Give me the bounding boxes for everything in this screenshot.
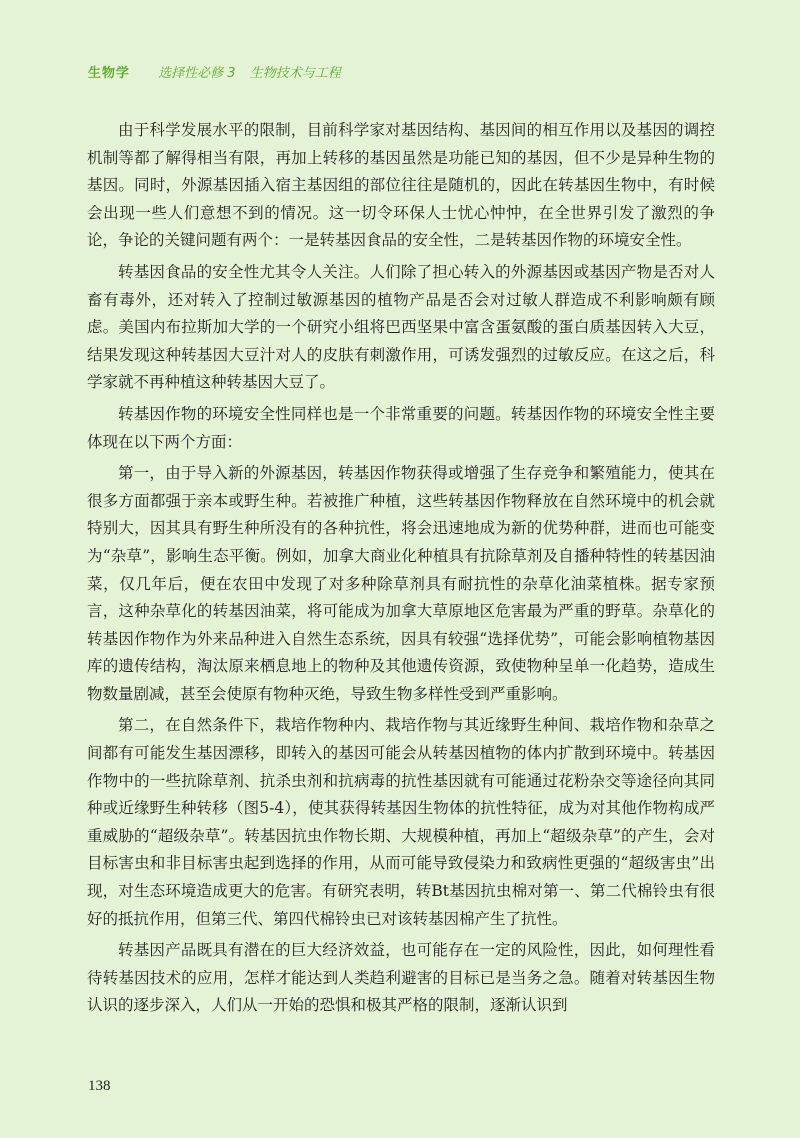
- paragraph: 第二，在自然条件下，栽培作物种内、栽培作物与其近缘野生种间、栽培作物和杂草之间都有可能发生基因漂移，即转入的基因可能会从转基因植物的体内扩散到环境中。转基因作物中的一些抗除草剂、抗杀虫剂和抗病毒的抗性基因就有可能通过花粉杂交等途径向其同种或近缘野生种转移（图5-4），使其获得转基因生物体的抗性特征，成为对其他作物构成严重威胁的“超级杂草”。转基因抗虫作物长期、大规模种植，再加上“超级杂草”的产生，会对目标害虫和非目标害虫起到选择的作用，从而可能导致侵染力和致病性更强的“超级害虫”出现，对生态环境造成更大的危害。有研究表明，转Bt基因抗虫棉对第一、第二代棉铃虫有很好的抵抗作用，但第三代、第四代棉铃虫已对该转基因棉产生了抗性。: [87, 716, 715, 928]
- paragraph: 第一，由于导入新的外源基因，转基因作物获得或增强了生存竞争和繁殖能力，使其在很多方面都强于亲本或野生种。若被推广种植，这些转基因作物释放在自然环境中的机会就特别大，因其具有野生种所没有的各种抗性，将会迅速地成为新的优势种群，进而也可能变为“杂草”，影响生态平衡。例如，加拿大商业化种植具有抗除草剂及自播种特性的转基因油菜，仅几年后，便在农田中发现了对多种除草剂具有耐抗性的杂草化油菜植株。据专家预言，这种杂草化的转基因油菜，将可能成为加拿大草原地区危害最为严重的野草。杂草化的转基因作物作为外来品种进入自然生态系统，因具有较强“选择优势”，可能会影响植物基因库的遗传结构，淘汰原来栖息地上的物种及其他遗传资源，致使物种呈单一化趋势，造成生物数量剧减，甚至会使原有物种灭绝，导致生物多样性受到严重影响。: [87, 464, 715, 703]
- running-header: [88, 62, 341, 81]
- body-text: [87, 117, 715, 1024]
- header-course: 选择性必修 3: [158, 66, 236, 81]
- paragraph: 转基因食品的安全性尤其令人关注。人们除了担心转入的外源基因或基因产物是否对人畜有毒外，还对转入了控制过敏源基因的植物产品是否会对过敏人群造成不利影响颇有顾虑。美国内布拉斯加大学的一个研究小组将巴西坚果中富含蛋氨酸的蛋白质基因转入大豆，结果发现这种转基因大豆汁对人的皮肤有刺激作用，可诱发强烈的过敏反应。在这之后，科学家就不再种植这种转基因大豆了。: [87, 262, 715, 392]
- header-book-title: 生物技术与工程: [249, 66, 341, 81]
- paragraph: 转基因产品既具有潜在的巨大经济效益，也可能存在一定的风险性，因此，如何理性看待转基因技术的应用，怎样才能达到人类趋利避害的目标已是当务之急。随着对转基因生物认识的逐步深入，人们从一开始的恐惧和极其严格的限制，逐渐认识到: [87, 941, 715, 1015]
- page-number: 138: [88, 1078, 111, 1094]
- paragraph: 转基因作物的环境安全性同样也是一个非常重要的问题。转基因作物的环境安全性主要体现在以下两个方面：: [87, 404, 715, 451]
- paragraph: 由于科学发展水平的限制，目前科学家对基因结构、基因间的相互作用以及基因的调控机制等都了解得相当有限，再加上转移的基因虽然是功能已知的基因，但不少是异种生物的基因。同时，外源基因插入宿主基因组的部位往往是随机的，因此在转基因生物中，有时候会出现一些人们意想不到的情况。这一切令环保人士忧心忡忡，在全世界引发了激烈的争论，争论的关键问题有两个：一是转基因食品的安全性，二是转基因作物的环境安全性。: [87, 121, 715, 250]
- header-subject: 生物学: [88, 66, 131, 81]
